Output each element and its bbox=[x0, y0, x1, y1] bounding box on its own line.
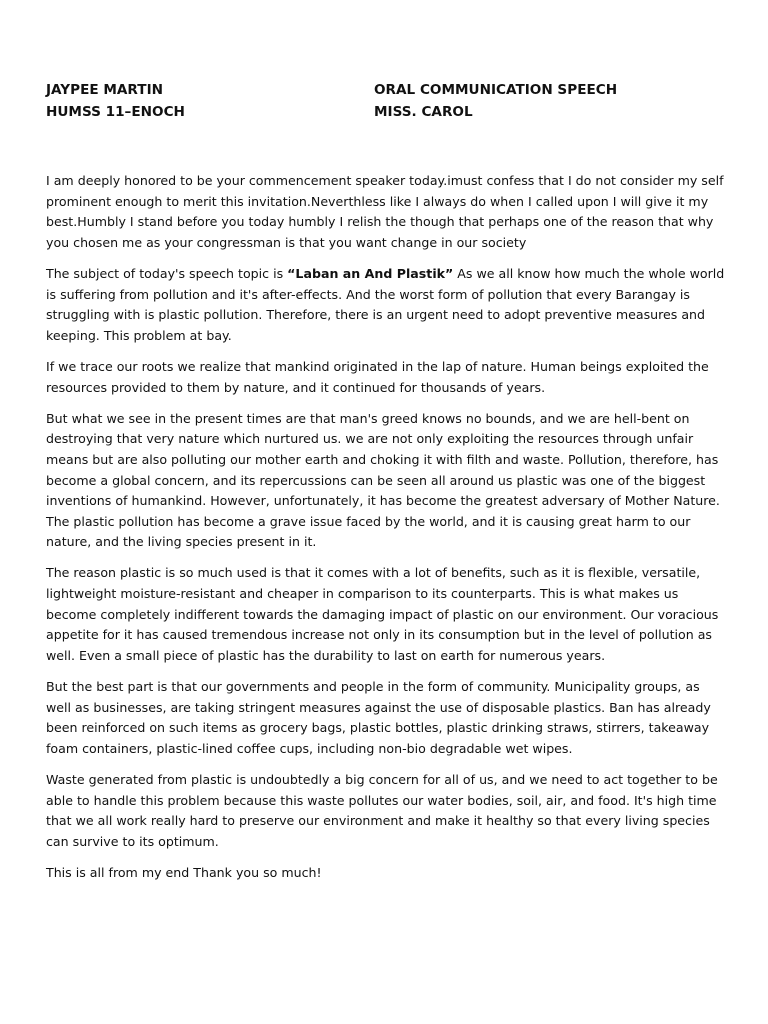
speech-topic-title: “Laban an And Plastik” bbox=[287, 265, 454, 281]
paragraph-topic bbox=[46, 264, 726, 346]
student-section: HUMSS 11–ENOCH bbox=[46, 104, 185, 120]
header-left-column bbox=[46, 79, 346, 123]
subject-title: ORAL COMMUNICATION SPEECH bbox=[374, 82, 618, 98]
speech-body bbox=[46, 171, 726, 894]
topic-rest-text: As we all know how much the whole world is suffering from pollution and it's after-effects. And the worst form of pollution that every Barangay is struggling with is plastic pollution. Therefore, there is an urgent need to adopt preventive measures and keeping. This problem at bay. bbox=[46, 265, 725, 343]
header-right-column bbox=[374, 79, 724, 123]
student-name: JAYPEE MARTIN bbox=[46, 82, 163, 98]
topic-lead-text: The subject of today's speech topic is bbox=[46, 265, 288, 281]
paragraph-intro: I am deeply honored to be your commencement speaker today.imust confess that I do not consider my self prominent enough to merit this invitation.Neverthless like I always do when I called upon I will give it my best.Humbly I stand before you today humbly I relish the though that perhaps one of the reason that why you chosen me as your congressman is that you want change in our society bbox=[46, 173, 724, 250]
paragraph-measures: But the best part is that our governments and people in the form of community. Municipality groups, as well as businesses, are taking stringent measures against the use of disposable plastics. Ban has already been reinforced on such items as grocery bags, plastic bottles, plastic drinking straws, stirrers, takeaway foam containers, plastic-lined coffee cups, including non-bio degradable wet wipes. bbox=[46, 679, 711, 756]
paragraph-greed: But what we see in the present times are that man's greed knows no bounds, and we are hell-bent on destroying that very nature which nurtured us. we are not only exploiting the resources through unfair means but are also polluting our mother earth and choking it with filth and waste. Pollution, therefore, has become a global concern, and its repercussions can be seen all around us plastic was one of the biggest inventions of humankind. However, unfortunately, it has become the greatest adversary of Mother Nature. The plastic pollution has become a grave issue faced by the world, and it is causing great harm to our nature, and the living species present in it. bbox=[46, 410, 720, 550]
paragraph-closing: This is all from my end Thank you so much! bbox=[46, 864, 322, 880]
paragraph-waste: Waste generated from plastic is undoubtedly a big concern for all of us, and we need to act together to be able to handle this problem because this waste pollutes our water bodies, soil, air, and food. It's high time that we all work really hard to preserve our environment and make it healthy so that every living species can survive to its optimum. bbox=[46, 772, 718, 849]
paragraph-plastic-use: The reason plastic is so much used is that it comes with a lot of benefits, such as it is flexible, versatile, lightweight moisture-resistant and cheaper in comparison to its counterparts. This is what makes us become completely indifferent towards the damaging impact of plastic on our environment. Our voracious appetite for it has caused tremendous increase not only in its consumption but in the level of pollution as well. Even a small piece of plastic has the durability to last on earth for numerous years. bbox=[46, 565, 719, 663]
teacher-name: MISS. CAROL bbox=[374, 104, 473, 120]
paragraph-roots: If we trace our roots we realize that mankind originated in the lap of nature. Human beings exploited the resources provided to them by nature, and it continued for thousands of years. bbox=[46, 358, 709, 395]
